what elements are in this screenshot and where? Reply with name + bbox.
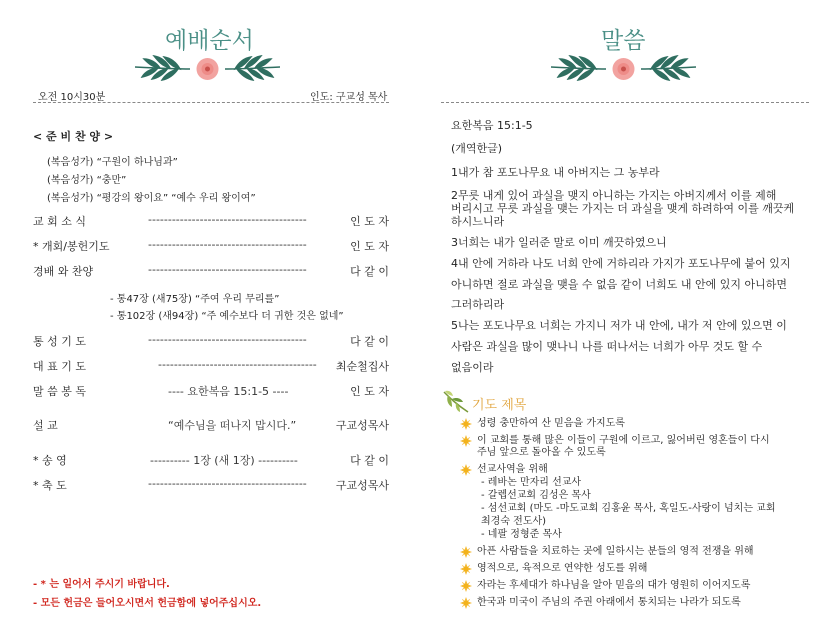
order-label: 설 교	[33, 419, 58, 432]
mission-item: - 갈렙선교회 김성은 목사	[481, 490, 591, 501]
order-label: 말 씀 봉 독	[33, 385, 86, 398]
sun-bullet-icon	[460, 563, 472, 575]
service-leader: 인도: 구교성 목사	[310, 92, 388, 103]
verse-line: 3너희는 내가 일러준 말로 이미 깨끗하였으니	[451, 236, 667, 249]
sun-bullet-icon	[460, 597, 472, 609]
service-time: 오전 10시30분	[38, 92, 106, 103]
order-person: 구교성목사	[335, 479, 389, 492]
order-middle: ---- 요한복음 15:1-5 ----	[168, 385, 289, 398]
scripture-reference: 요한복음 15:1-5	[451, 119, 533, 132]
order-row	[33, 263, 389, 279]
order-person: 구교성목사	[335, 419, 389, 432]
order-row	[33, 452, 389, 468]
prayer-text: 성령 충만하여 산 믿음을 가지도록	[477, 418, 625, 429]
sun-bullet-icon	[460, 464, 472, 476]
verse-line: 1내가 참 포도나무요 내 아버지는 그 농부라	[451, 166, 660, 179]
mission-item: - 레바논 만자리 선교사	[481, 477, 582, 488]
sun-bullet-icon	[460, 546, 472, 558]
order-row	[33, 333, 389, 349]
prayer-text: 주님 앞으로 돌아올 수 있도록	[477, 447, 606, 458]
divider	[33, 102, 389, 103]
order-person: 인 도 자	[350, 240, 389, 253]
prayer-text: 영적으로, 육적으로 연약한 성도를 위해	[477, 563, 648, 574]
verse-line: 2무릇 내게 있어 과실을 맺지 아니하는 가지는 아버지께서 이를 제해	[451, 189, 777, 202]
note-offering: - 모든 헌금은 들어오시면서 헌금함에 넣어주십시오.	[33, 598, 262, 609]
prep-song: (복음성가) “평강의 왕이요” “예수 우리 왕이여”	[47, 193, 256, 204]
mission-item: - 네팔 정형준 목사	[481, 529, 562, 540]
order-label: * 송 영	[33, 454, 67, 467]
prep-section-heading: < 준 비 찬 양 >	[33, 130, 114, 143]
verse-line: 버리시고 무릇 과실을 맺는 가지는 더 과실을 맺게 하려하여 이를 깨끗케	[451, 202, 795, 215]
sun-bullet-icon	[460, 580, 472, 592]
order-label: 경배 와 찬양	[33, 265, 94, 278]
prayer-text: 한국과 미국이 주님의 주권 아래에서 통치되는 나라가 되도록	[477, 597, 741, 608]
verse-line: 없음이라	[451, 361, 494, 374]
worship-song: - 통47장 (새75장) “주여 우리 무리를”	[110, 294, 280, 305]
order-row	[33, 213, 389, 229]
sun-bullet-icon	[460, 418, 472, 430]
prayer-text: 자라는 후세대가 하나님을 알아 믿음의 대가 영원히 이어지도록	[477, 580, 751, 591]
order-person: 인 도 자	[350, 385, 389, 398]
order-person: 다 같 이	[350, 265, 389, 278]
verse-line: 4내 안에 거하라 나도 너희 안에 거하리라 가지가 포도나무에 붙어 있지	[451, 257, 791, 270]
order-row	[33, 238, 389, 254]
scripture-version: (개역한글)	[451, 142, 503, 155]
order-middle: ----------------------------------------	[148, 263, 307, 276]
verse-line: 5나는 포도나무요 너희는 가지니 저가 내 안에, 내가 저 안에 있으면 이	[451, 319, 787, 332]
order-label: 대 표 기 도	[33, 360, 86, 373]
sun-bullet-icon	[460, 435, 472, 447]
order-label: * 개회/봉헌기도	[33, 240, 110, 253]
prayer-section-title: 기도 제목	[472, 398, 527, 413]
order-middle: ----------------------------------------	[158, 358, 317, 371]
prayer-text: 이 교회를 통해 많은 이들이 구원에 이르고, 잃어버린 영혼들이 다시	[477, 435, 770, 446]
mission-item: - 섬선교회 (마도 -마도교회 김홍윤 목사, 혹일도-사랑이 넘치는 교회	[481, 503, 776, 514]
prep-song: (복음성가) “구원이 하나님과”	[47, 157, 178, 168]
floral-ornament	[546, 50, 701, 88]
verse-line: 하시느니라	[451, 215, 505, 228]
verse-line: 아니하면 절로 과실을 맺을 수 없음 같이 너희도 내 안에 있지 아니하면	[451, 278, 787, 291]
verse-line: 그러하리라	[451, 298, 505, 311]
note-standing: - * 는 일어서 주시기 바랍니다.	[33, 579, 170, 590]
order-middle: ----------------------------------------	[148, 213, 307, 226]
order-person: 다 같 이	[350, 454, 389, 467]
worship-song: - 통102장 (새94장) “주 예수보다 더 귀한 것은 없네”	[110, 311, 344, 322]
divider	[441, 102, 809, 103]
left-title: 예배순서	[165, 28, 254, 54]
verse-line: 사람은 과실을 많이 맺나니 나를 떠나서는 너희가 아무 것도 할 수	[451, 340, 763, 353]
order-middle: ----------------------------------------	[148, 333, 307, 346]
leaf-icon	[440, 388, 470, 414]
order-person: 인 도 자	[350, 215, 389, 228]
order-row	[33, 358, 389, 374]
floral-ornament	[130, 50, 285, 88]
order-person: 다 같 이	[350, 335, 389, 348]
order-row	[33, 477, 389, 493]
order-label: 통 성 기 도	[33, 335, 86, 348]
order-row	[33, 417, 389, 433]
order-label: * 축 도	[33, 479, 67, 492]
order-middle: ----------------------------------------	[148, 238, 307, 251]
order-label: 교 회 소 식	[33, 215, 86, 228]
order-middle: ---------- 1장 (새 1장) ----------	[150, 454, 298, 467]
order-person: 최순철집사	[335, 360, 389, 373]
order-row	[33, 383, 389, 399]
right-title: 말씀	[601, 28, 646, 54]
order-middle: “예수님을 떠나지 맙시다.”	[168, 419, 297, 432]
prayer-text: 선교사역을 위해	[477, 464, 548, 475]
order-middle: ----------------------------------------	[148, 477, 307, 490]
prep-song: (복음성가) “충만”	[47, 175, 127, 186]
prayer-text: 아픈 사람들을 치료하는 곳에 일하시는 분들의 영적 전쟁을 위해	[477, 546, 754, 557]
mission-item: 최경숙 전도사)	[481, 516, 547, 527]
